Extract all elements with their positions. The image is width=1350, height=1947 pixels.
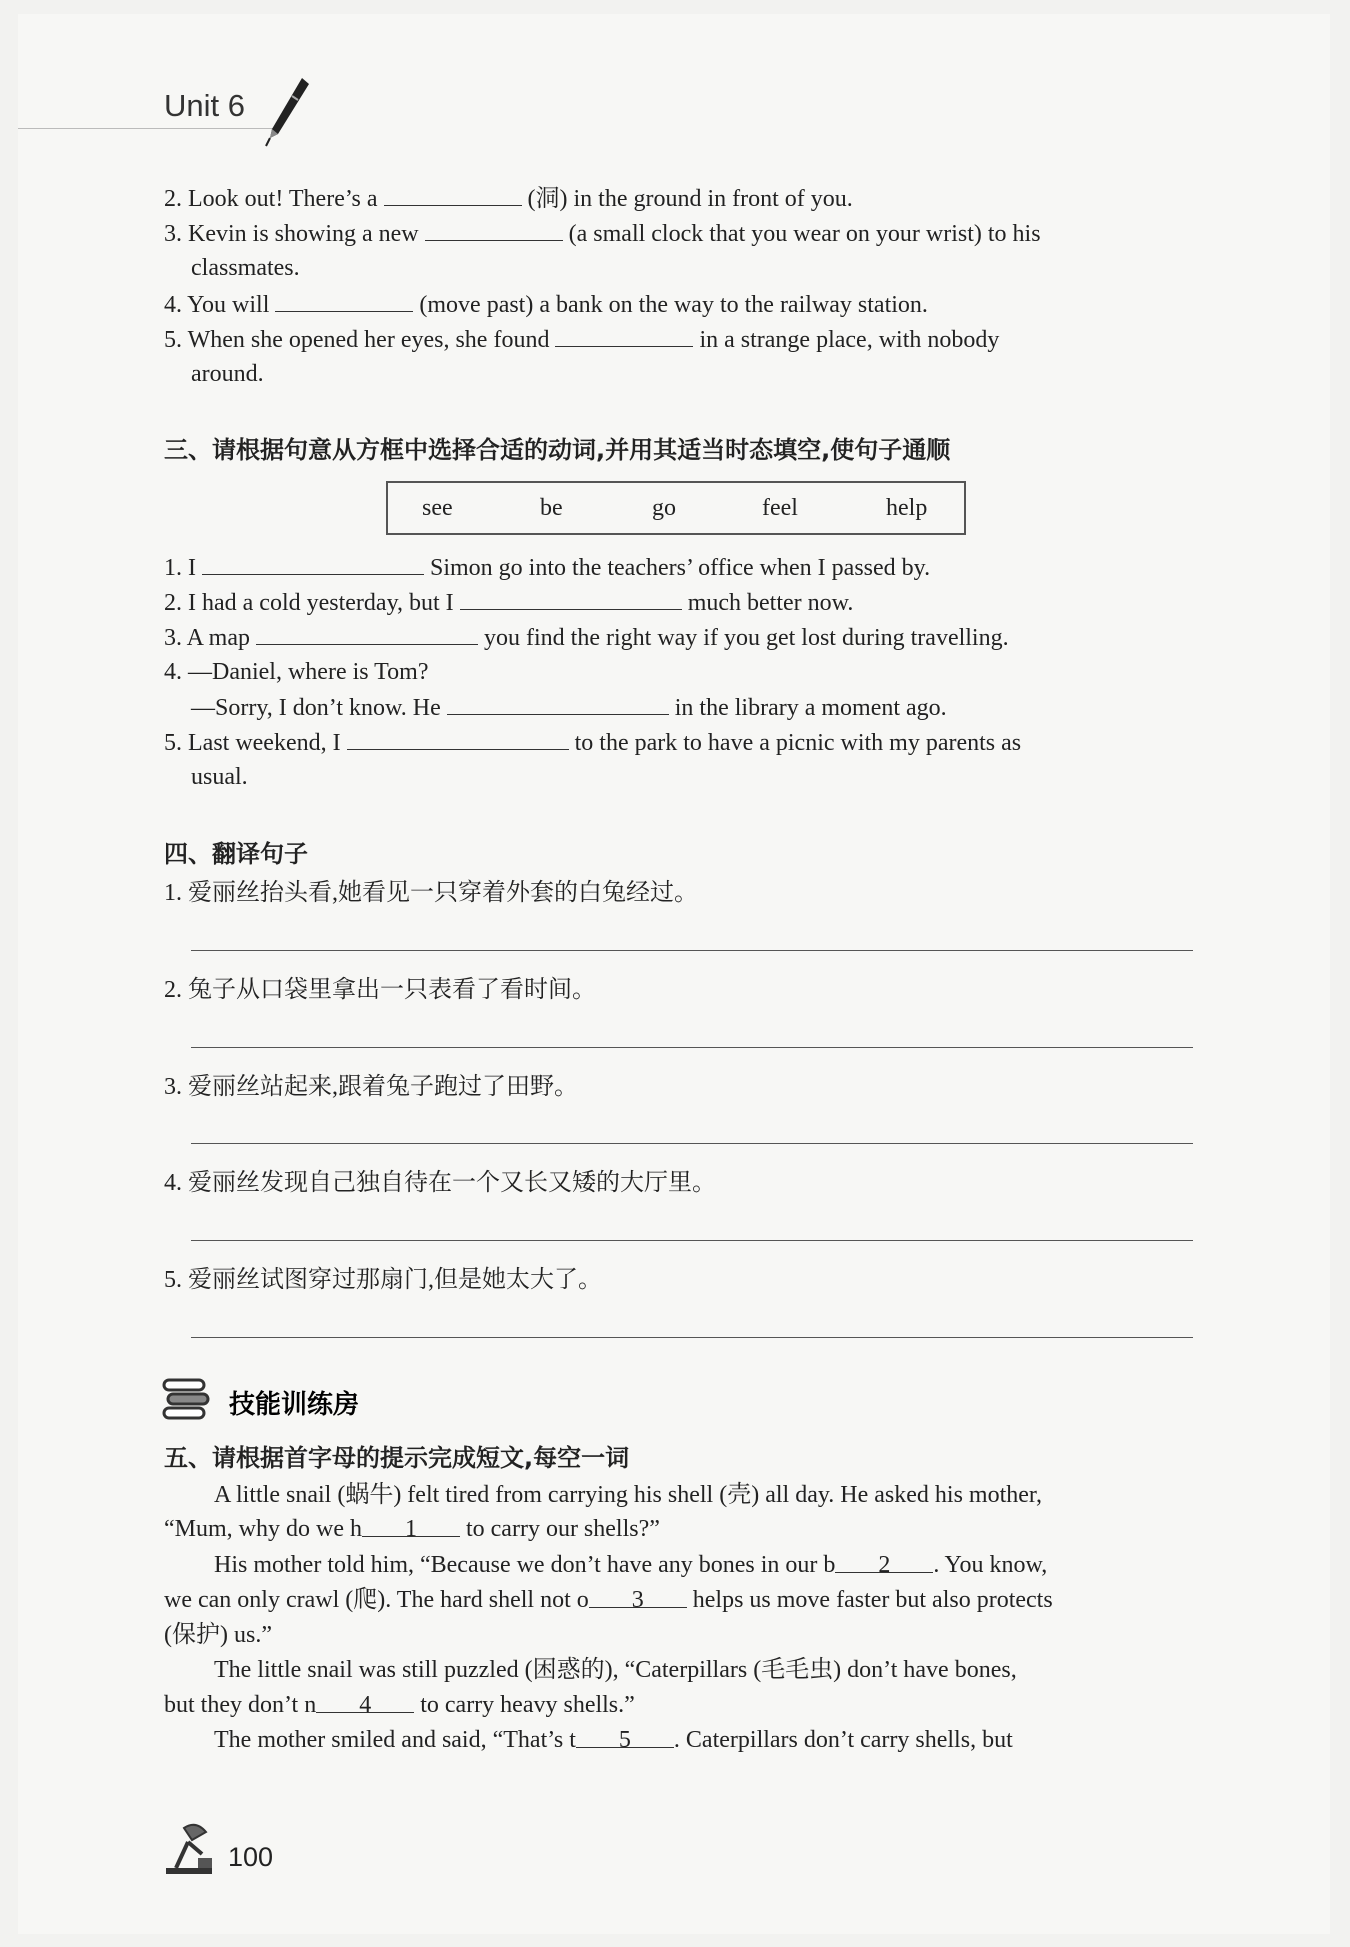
blank[interactable] (425, 218, 563, 241)
s3-item-2: 2. I had a cold yesterday, but I much better now. (164, 587, 853, 618)
blank-2[interactable]: 2 (835, 1550, 933, 1573)
s4-item-3: 3. 爱丽丝站起来,跟着兔子跑过了田野。 (164, 1074, 578, 1100)
blank-5[interactable]: 5 (576, 1725, 674, 1748)
s5-line-1: A little snail (蜗牛) felt tired from carrying his shell (壳) all day. He asked his mother, (214, 1482, 1042, 1508)
s2-item-5: 5. When she opened her eyes, she found in a strange place, with nobody (164, 324, 999, 355)
s4-item-4: 4. 爱丽丝发现自己独自待在一个又长又矮的大厅里。 (164, 1170, 716, 1196)
blank[interactable] (202, 552, 424, 575)
unit-title: Unit 6 (164, 88, 245, 123)
section3-title: 三、请根据句意从方框中选择合适的动词,并用其适当时态填空,使句子通顺 (164, 436, 951, 464)
blank[interactable] (460, 587, 682, 610)
s2-item-2: 2. Look out! There’s a (洞) in the ground in front of you. (164, 183, 853, 214)
blank[interactable] (447, 692, 669, 715)
page-number: 100 (228, 1842, 274, 1872)
s5-line-2: “Mum, why do we h 1 to carry our shells?” (164, 1516, 660, 1542)
blank-3[interactable]: 3 (589, 1585, 687, 1608)
s4-item-1: 1. 爱丽丝抬头看,她看见一只穿着外套的白兔经过。 (164, 880, 698, 906)
blank[interactable] (256, 622, 478, 645)
answer-line[interactable] (191, 1240, 1193, 1241)
header-rule (18, 128, 280, 129)
pen-icon (262, 76, 312, 148)
s3-item-1: 1. I Simon go into the teachers’ office when I passed by. (164, 552, 930, 583)
s3-item-5-cont: usual. (191, 764, 248, 790)
s2-item-3: 3. Kevin is showing a new (a small clock that you wear on your wrist) to his (164, 218, 1041, 249)
s5-line-8: The mother smiled and said, “That’s t 5 . Caterpillars don’t carry shells, but (214, 1727, 1013, 1753)
word-go: go (652, 495, 676, 521)
answer-line[interactable] (191, 1337, 1193, 1338)
s2-item-3-cont: classmates. (191, 255, 300, 281)
skills-title: 技能训练房 (229, 1390, 360, 1420)
blank[interactable] (555, 324, 693, 347)
s4-item-2: 2. 兔子从口袋里拿出一只表看了看时间。 (164, 977, 596, 1003)
word-see: see (422, 495, 453, 521)
skill-training-icon (162, 1378, 210, 1422)
section5-title: 五、请根据首字母的提示完成短文,每空一词 (164, 1444, 630, 1472)
desk-lamp-icon (162, 1820, 222, 1876)
blank-1[interactable]: 1 (362, 1514, 460, 1537)
blank[interactable] (275, 289, 413, 312)
s5-line-3: His mother told him, “Because we don’t have any bones in our b 2 . You know, (214, 1552, 1048, 1578)
blank-4[interactable]: 4 (316, 1690, 414, 1713)
answer-line[interactable] (191, 1047, 1193, 1048)
section4-title: 四、翻译句子 (164, 840, 308, 868)
s5-line-5: (保护) us.” (164, 1622, 272, 1648)
s3-item-4: 4. —Daniel, where is Tom? (164, 659, 429, 685)
s3-item-5: 5. Last weekend, I to the park to have a picnic with my parents as (164, 727, 1021, 758)
blank[interactable] (384, 183, 522, 206)
s5-line-7: but they don’t n 4 to carry heavy shells.” (164, 1692, 635, 1718)
s3-item-4-reply: —Sorry, I don’t know. He in the library a moment ago. (191, 692, 947, 723)
word-feel: feel (762, 495, 798, 521)
s2-item-5-cont: around. (191, 361, 264, 387)
word-box (386, 481, 966, 535)
s5-line-6: The little snail was still puzzled (困惑的), “Caterpillars (毛毛虫) don’t have bones, (214, 1657, 1017, 1683)
word-help: help (886, 495, 928, 521)
s2-item-4: 4. You will (move past) a bank on the way to the railway station. (164, 289, 928, 320)
answer-line[interactable] (191, 1143, 1193, 1144)
blank[interactable] (347, 727, 569, 750)
s4-item-5: 5. 爱丽丝试图穿过那扇门,但是她太大了。 (164, 1267, 602, 1293)
s5-line-4: we can only crawl (爬). The hard shell not o 3 helps us move faster but also protects (164, 1587, 1053, 1613)
word-be: be (540, 495, 563, 521)
answer-line[interactable] (191, 950, 1193, 951)
s3-item-3: 3. A map you find the right way if you get lost during travelling. (164, 622, 1009, 653)
